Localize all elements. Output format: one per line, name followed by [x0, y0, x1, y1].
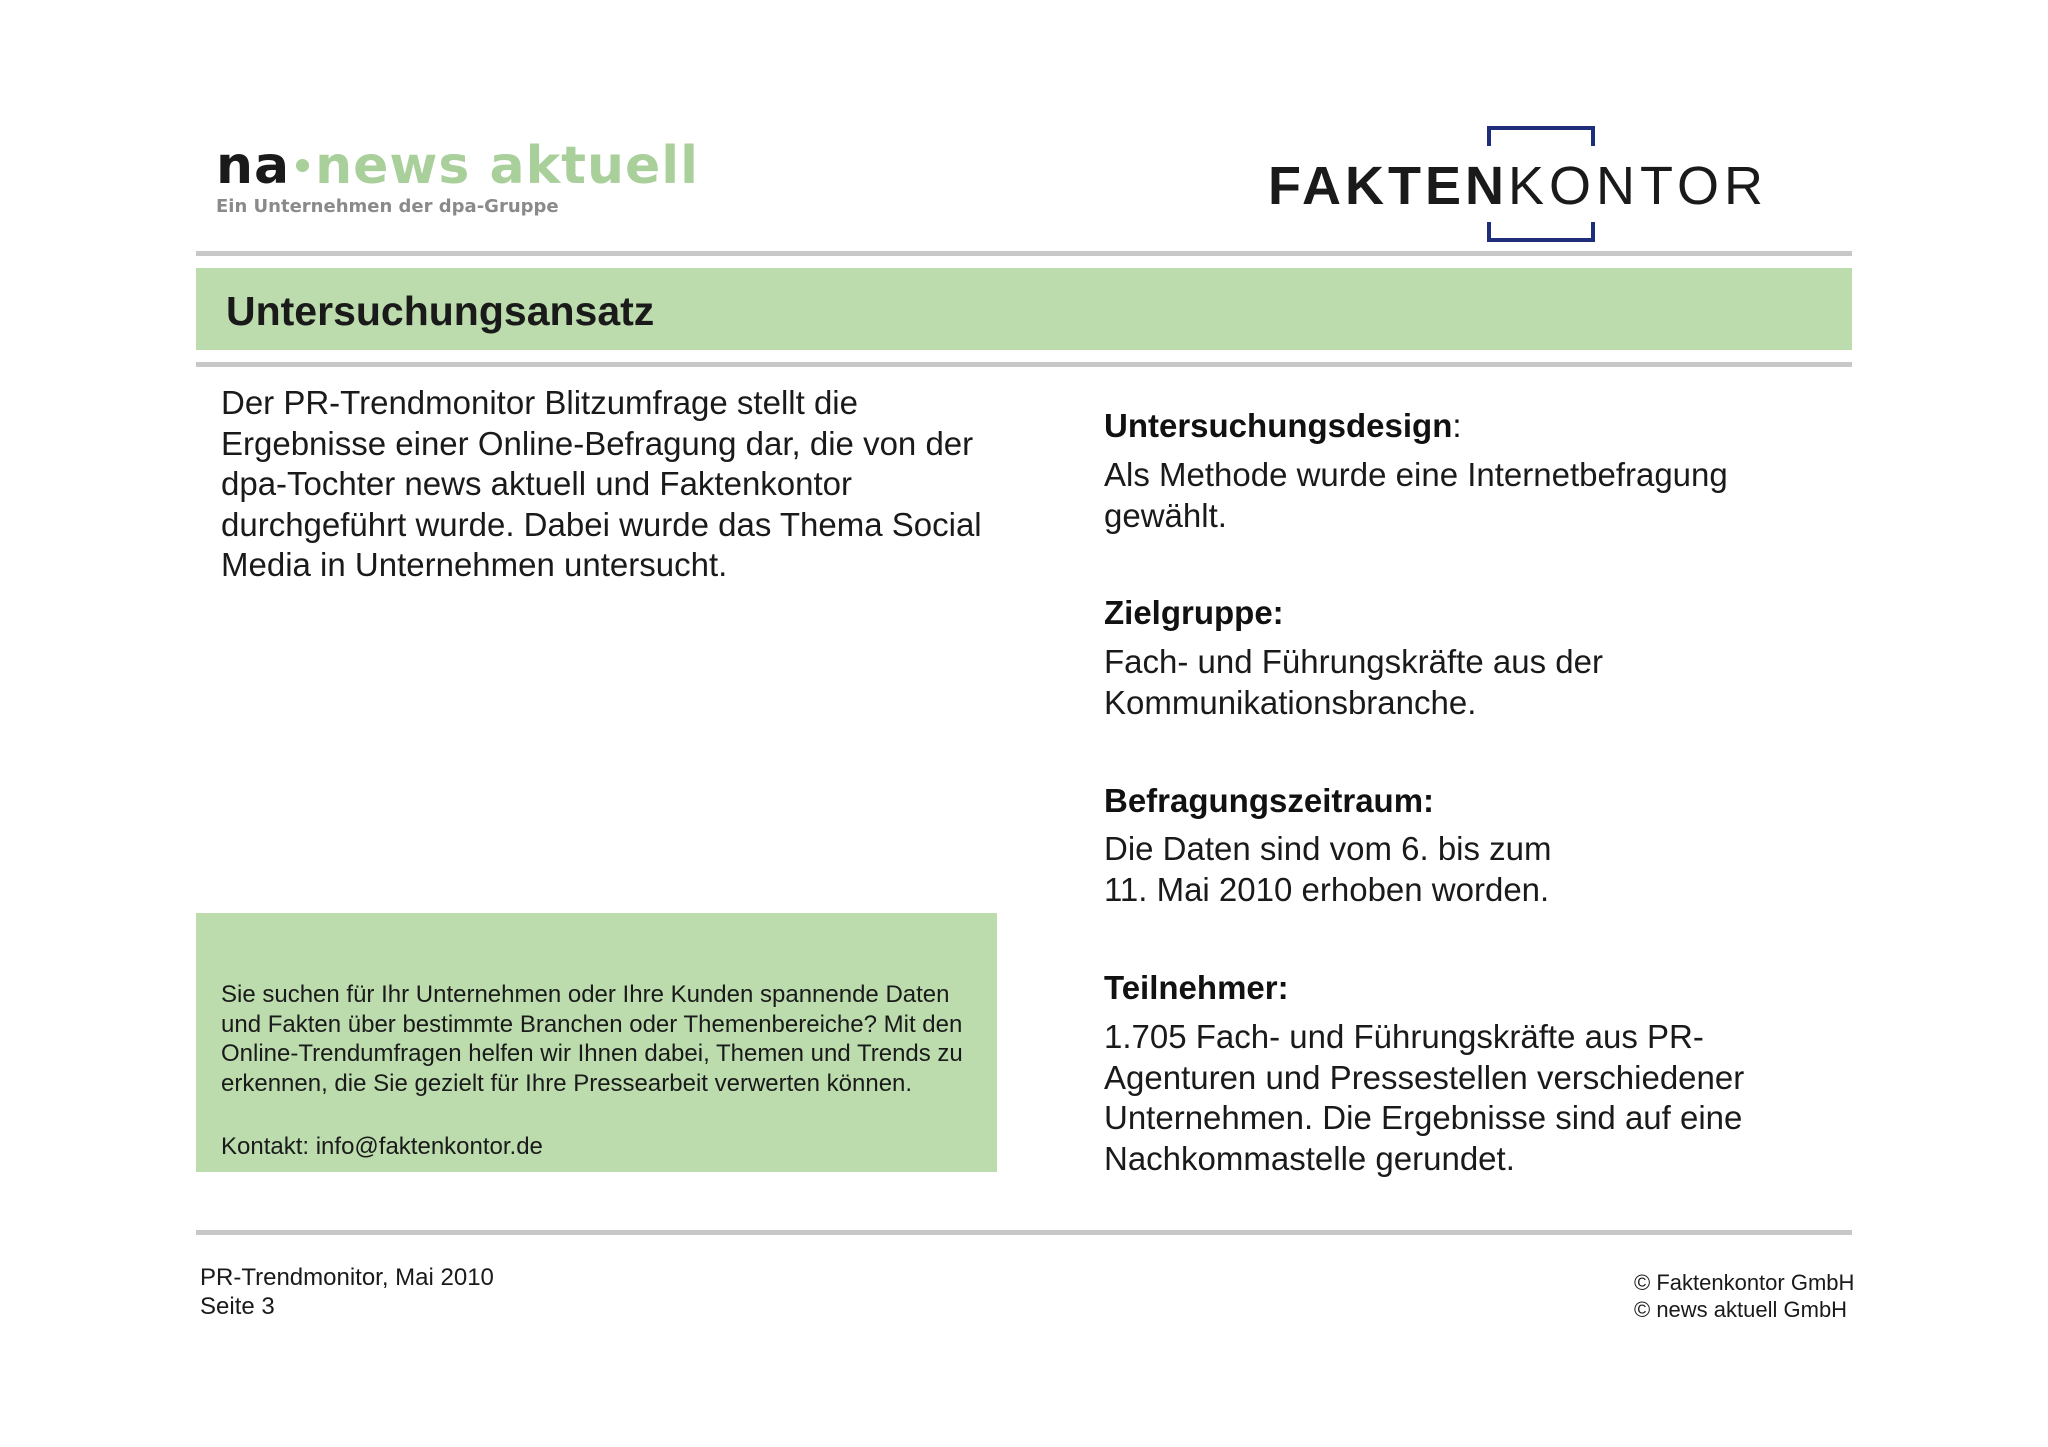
faktenkontor-wordmark-light: KONTOR — [1508, 156, 1769, 216]
news-aktuell-tagline: Ein Unternehmen der dpa-Gruppe — [216, 196, 559, 217]
section-body-teilnehmer: 1.705 Fach- und Führungskräfte aus PR-Agenturen und Pressestellen verschiedener Unternehmen. Die Ergebnisse sind auf eine Nachkommastelle gerundet. — [1104, 1018, 1745, 1177]
info-box-text: Sie suchen für Ihr Unternehmen oder Ihre Kunden spannende Daten und Fakten über bestimmte Branchen oder Themenbereiche? Mit den Online-Trendumfragen helfen wir Ihnen dabei, Themen und Trends zu erkennen, die Sie gezielt für Ihre Pressearbeit verwerten können. — [221, 981, 963, 1097]
footer-left — [200, 1263, 494, 1321]
section-body-zeitraum — [1104, 829, 1824, 910]
section-heading-zeitraum: Befragungszeitraum: — [1104, 782, 1435, 819]
info-box — [196, 913, 997, 1172]
footer-divider — [196, 1230, 1852, 1235]
section-body-zeitraum-line1: Die Daten sind vom 6. bis zum — [1104, 830, 1552, 867]
news-aktuell-wordmark — [216, 138, 699, 194]
faktenkontor-bracket-top — [1487, 126, 1595, 146]
contact-line: Kontakt: info@faktenkontor.de — [221, 1133, 543, 1160]
section-body-zielgruppe: Fach- und Führungskräfte aus der Kommunikationsbranche. — [1104, 643, 1603, 721]
footer-report-title: PR-Trendmonitor, Mai 2010 — [200, 1264, 494, 1291]
section-body-design: Als Methode wurde eine Internetbefragung gewählt. — [1104, 456, 1728, 534]
faktenkontor-wordmark — [1268, 156, 1768, 216]
footer-copyright — [1634, 1269, 1854, 1323]
na-logo-right: news aktuell — [315, 136, 699, 196]
faktenkontor-logo — [1268, 126, 1816, 238]
section-heading-zielgruppe: Zielgruppe: — [1104, 594, 1284, 631]
intro-paragraph: Der PR-Trendmonitor Blitzumfrage stellt die Ergebnisse einer Online-Befragung dar, die von der dpa-Tochter news aktuell und Faktenkontor durchgeführt wurde. Dabei wurde das Thema Social Media in Unternehmen untersucht. — [221, 384, 982, 583]
footer-page-number: Seite 3 — [200, 1293, 275, 1320]
news-aktuell-logo — [216, 138, 699, 217]
section-heading-design — [1104, 406, 1462, 446]
copyright-faktenkontor: © Faktenkontor GmbH — [1634, 1270, 1855, 1295]
page-title: Untersuchungsansatz — [226, 288, 655, 334]
heading-bar — [196, 268, 1852, 350]
na-logo-left: na — [216, 136, 291, 196]
section-body-zeitraum-line2: 11. Mai 2010 erhoben worden. — [1104, 870, 1550, 908]
faktenkontor-bracket-bottom — [1487, 222, 1595, 242]
copyright-news-aktuell: © news aktuell GmbH — [1634, 1297, 1848, 1322]
section-heading-teilnehmer: Teilnehmer: — [1104, 969, 1289, 1006]
faktenkontor-wordmark-bold: FAKTEN — [1268, 156, 1508, 216]
header-divider — [196, 251, 1852, 256]
section-heading-design-colon: : — [1452, 407, 1462, 444]
heading-divider — [196, 362, 1852, 367]
na-logo-dot — [296, 159, 309, 172]
section-heading-design-text: Untersuchungsdesign — [1104, 407, 1453, 444]
